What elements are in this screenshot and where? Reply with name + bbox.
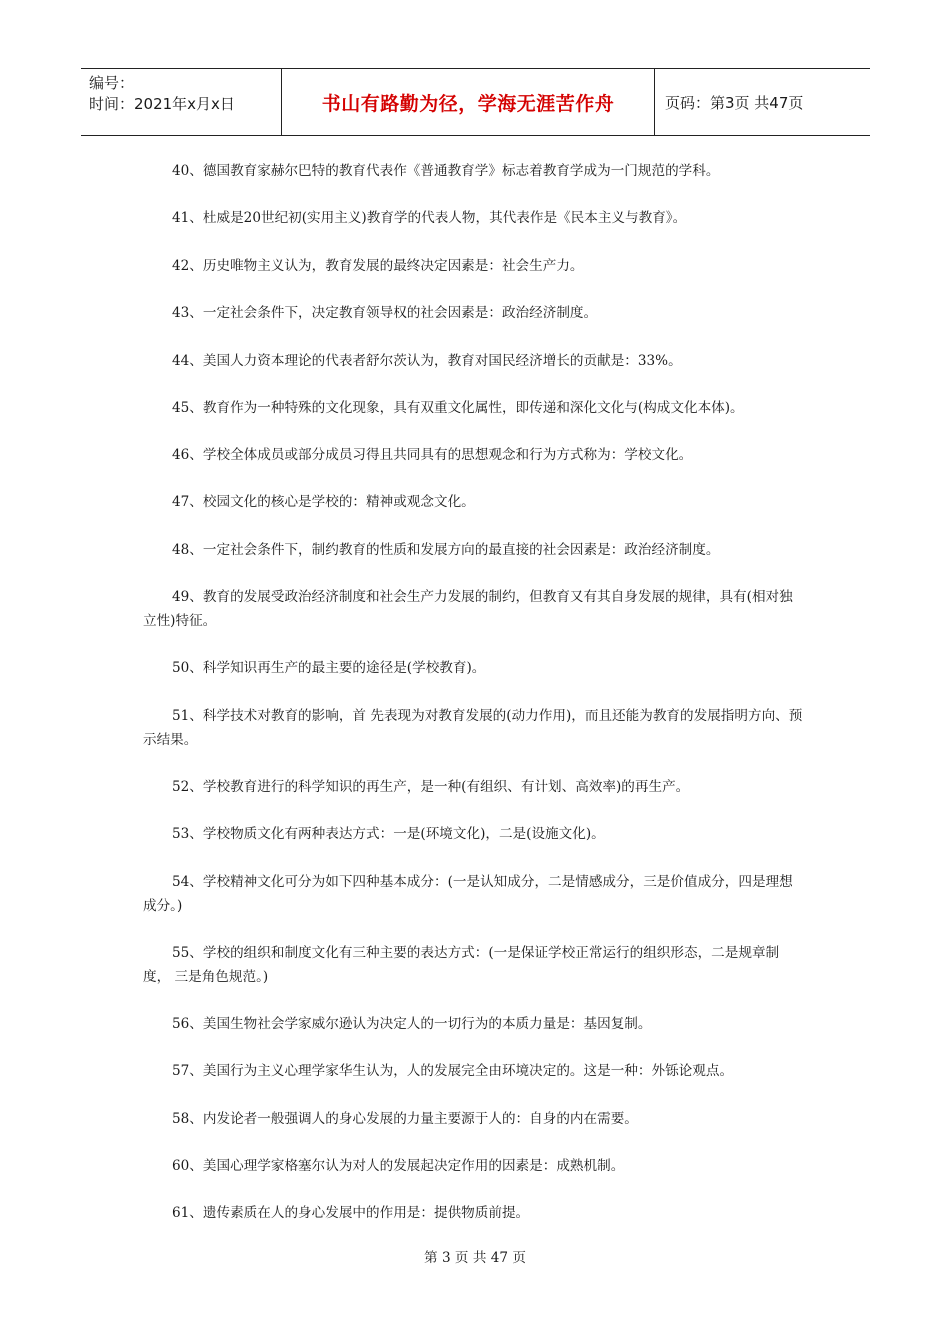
list-item: 44、美国人力资本理论的代表者舒尔茨认为，教育对国民经济增长的贡献是：33%。 [172,353,682,369]
list-item: 49、教育的发展受政治经济制度和社会生产力发展的制约，但教育又有其自身发展的规律，具有(相对独立性)特征。 [143,589,793,629]
list-item: 53、学校物质文化有两种表达方式：一是(环境文化)，二是(设施文化)。 [172,826,605,842]
list-item: 56、美国生物社会学家威尔逊认为决定人的一切行为的本质力量是：基因复制。 [172,1016,652,1032]
header-page-cell [655,69,870,135]
list-item: 43、一定社会条件下，决定教育领导权的社会因素是：政治经济制度。 [172,305,598,321]
list-item: 54、学校精神文化可分为如下四种基本成分：(一是认知成分，二是情感成分，三是价值成分，四是理想成分。) [143,874,793,914]
list-item: 58、内发论者一般强调人的身心发展的力量主要源于人的：自身的内在需要。 [172,1111,638,1127]
list-item: 45、教育作为一种特殊的文化现象，具有双重文化属性，即传递和深化文化与(构成文化本体)。 [172,400,744,416]
footer-page-number: 第 3 页 共 47 页 [424,1250,526,1266]
list-item: 40、德国教育家赫尔巴特的教育代表作《普通教育学》标志着教育学成为一门规范的学科。 [172,163,720,179]
page-footer [0,1246,950,1266]
list-item: 52、学校教育进行的科学知识的再生产，是一种(有组织、有计划、高效率)的再生产。 [172,779,690,795]
list-item: 42、历史唯物主义认为，教育发展的最终决定因素是：社会生产力。 [172,258,584,274]
page-header [81,68,870,136]
list-item: 51、科学技术对教育的影响，首 先表现为对教育发展的(动力作用)，而且还能为教育的发展指明方向、预示结果。 [143,708,803,748]
list-item: 50、科学知识再生产的最主要的途径是(学校教育)。 [172,660,486,676]
list-item: 55、学校的组织和制度文化有三种主要的表达方式：(一是保证学校正常运行的组织形态，二是规章制度， 三是角色规范。) [143,945,780,985]
page-indicator: 页码：第3页 共47页 [665,93,804,112]
document-time: 时间：2021年x月x日 [89,95,235,113]
list-item: 46、学校全体成员或部分成员习得且共同具有的思想观念和行为方式称为：学校文化。 [172,447,693,463]
header-meta-cell [81,69,282,135]
header-motto-cell [282,69,655,135]
list-item: 48、一定社会条件下，制约教育的性质和发展方向的最直接的社会因素是：政治经济制度。 [172,542,720,558]
motto-text: 书山有路勤为径，学海无涯苦作舟 [321,92,615,115]
list-item: 57、美国行为主义心理学家华生认为，人的发展完全由环境决定的。这是一种：外铄论观点。 [172,1063,734,1079]
list-item: 60、美国心理学家格塞尔认为对人的发展起决定作用的因素是：成熟机制。 [172,1158,625,1174]
list-item: 41、杜威是20世纪初(实用主义)教育学的代表人物，其代表作是《民本主义与教育》。 [172,210,687,226]
list-item: 61、遗传素质在人的身心发展中的作用是：提供物质前提。 [172,1205,530,1221]
list-item: 47、校园文化的核心是学校的：精神或观念文化。 [172,494,475,510]
document-number: 编号： [89,74,135,92]
